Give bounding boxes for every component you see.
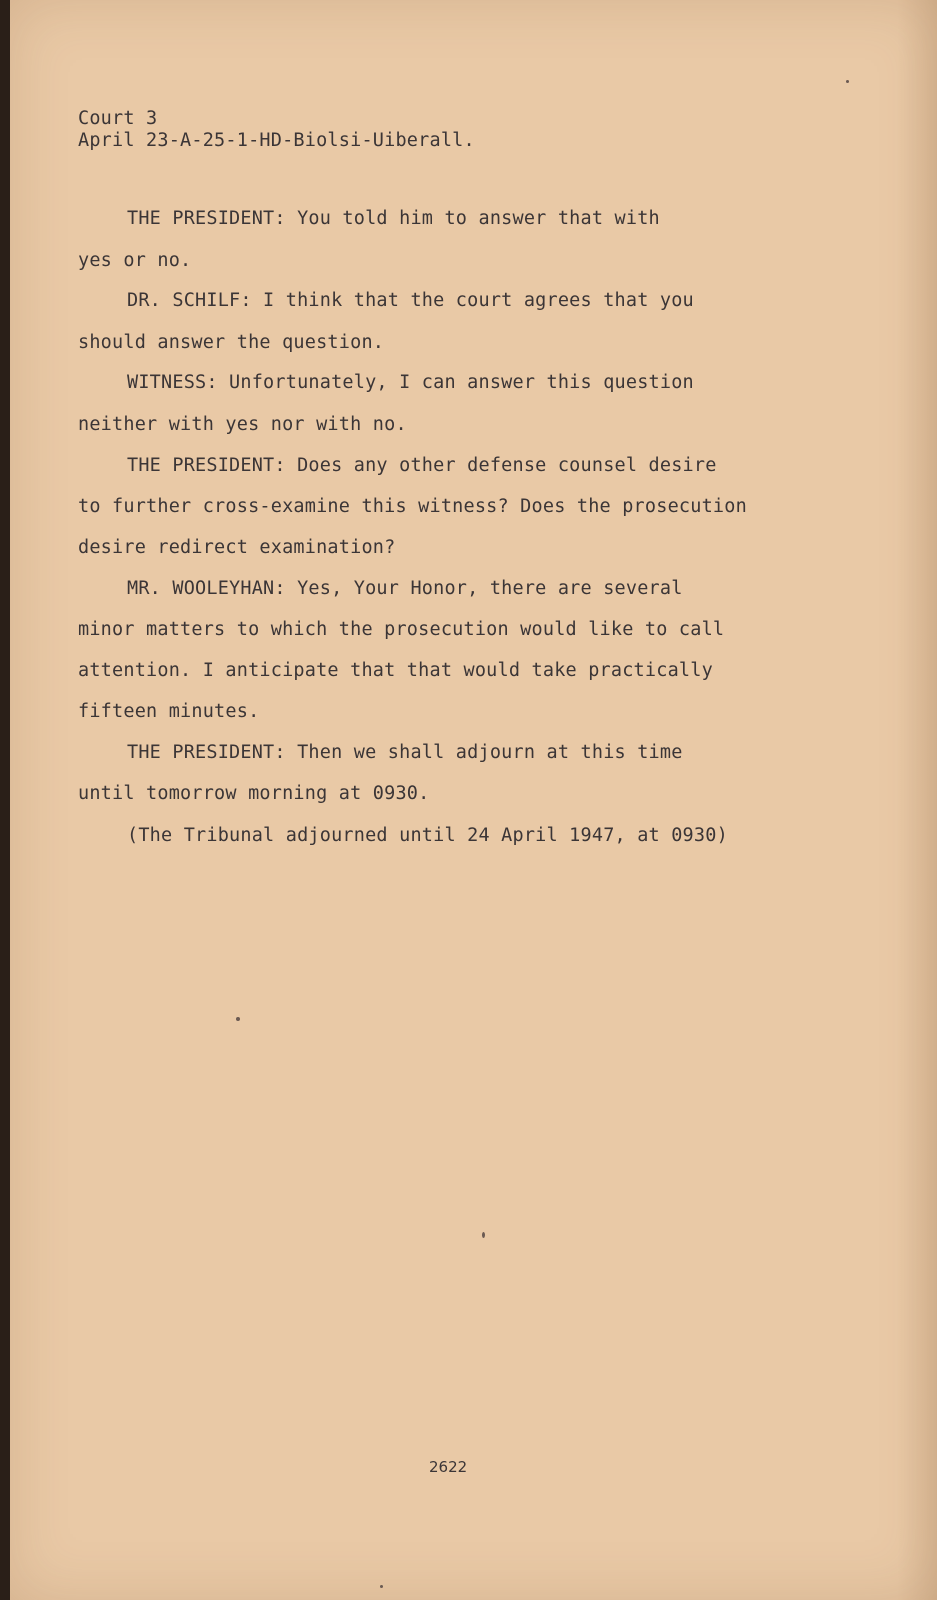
court-label: Court 3 — [78, 108, 158, 129]
transcript-line: yes or no. — [78, 250, 192, 271]
transcript-line: minor matters to which the prosecution would like to call — [78, 619, 725, 640]
paper-speck — [236, 1017, 240, 1021]
session-code: April 23-A-25-1-HD-Biolsi-Uiberall. — [78, 130, 475, 151]
adjournment-note: (The Tribunal adjourned until 24 April 1947, at 0930) — [127, 825, 728, 846]
transcript-line: fifteen minutes. — [78, 701, 260, 722]
paper-speck — [846, 80, 849, 83]
transcript-line: DR. SCHILF: I think that the court agrees that you — [127, 290, 694, 311]
transcript-line: WITNESS: Unfortunately, I can answer this question — [127, 372, 694, 393]
transcript-line: attention. I anticipate that that would take practically — [78, 660, 713, 681]
transcript-line: desire redirect examination? — [78, 537, 396, 558]
transcript-line: should answer the question. — [78, 332, 385, 353]
transcript-line: THE PRESIDENT: Then we shall adjourn at this time — [127, 742, 683, 763]
page-number: 2622 — [429, 1458, 468, 1476]
transcript-line: MR. WOOLEYHAN: Yes, Your Honor, there are several — [127, 578, 683, 599]
transcript-line: THE PRESIDENT: You told him to answer that with — [127, 208, 660, 229]
document-page — [10, 0, 937, 1600]
transcript-line: THE PRESIDENT: Does any other defense counsel desire — [127, 455, 717, 476]
paper-speck — [380, 1585, 383, 1588]
paper-speck — [482, 1232, 485, 1238]
transcript-line: neither with yes nor with no. — [78, 414, 407, 435]
transcript-line: to further cross-examine this witness? Does the prosecution — [78, 496, 747, 517]
transcript-line: until tomorrow morning at 0930. — [78, 783, 430, 804]
